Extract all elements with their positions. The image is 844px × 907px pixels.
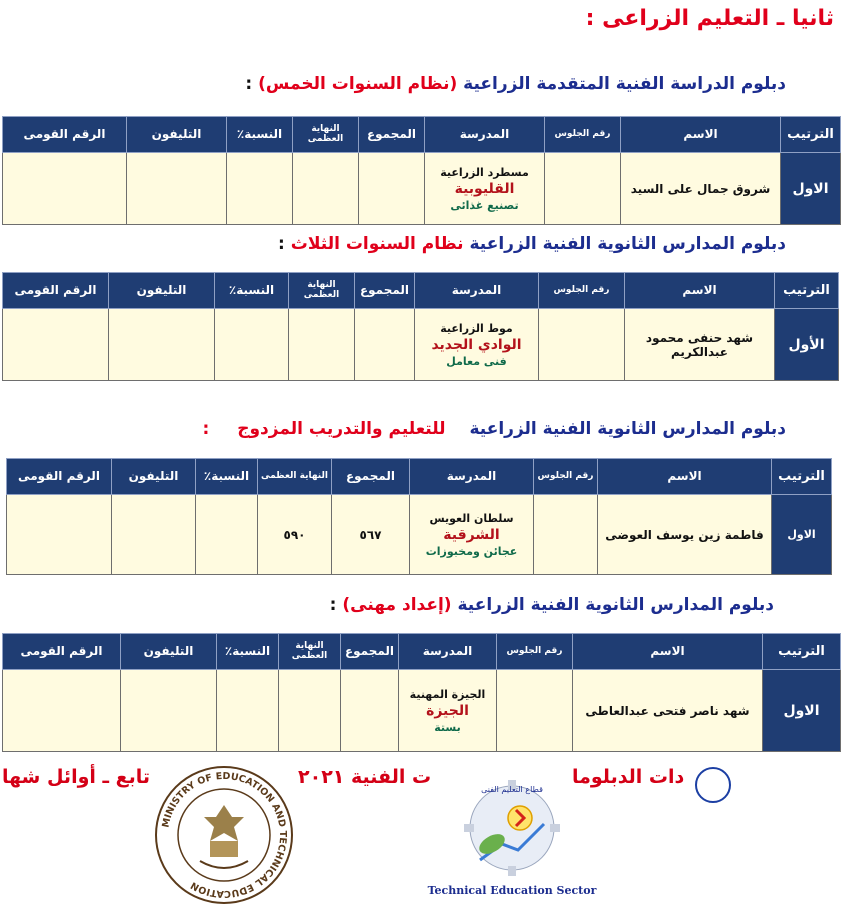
col-seat: رقم الجلوس [534, 459, 598, 495]
cell-percent [196, 495, 258, 575]
section-3-heading-main: دبلوم المدارس الثانوية الفنية الزراعية [469, 419, 786, 439]
section-1-heading [245, 74, 786, 94]
cell-seat [545, 153, 621, 225]
col-seat: رقم الجلوس [539, 273, 625, 309]
section-2-heading-main: دبلوم المدارس الثانوية الفنية الزراعية [469, 234, 786, 254]
school-name: سلطان العويس [429, 511, 514, 525]
section-2-heading-suffix: : [278, 234, 285, 254]
col-rank: الترتيب [781, 117, 841, 153]
table-row [3, 670, 841, 752]
section-3-table [6, 458, 832, 575]
section-1-heading-suffix: : [245, 74, 253, 94]
svg-text:MINISTRY OF EDUCATION AND TECH: MINISTRY OF EDUCATION AND TECHNICAL EDUCATION [160, 770, 289, 900]
cell-school [410, 495, 534, 575]
cell-max-score [293, 153, 359, 225]
svg-text:قطاع التعليم الفنى: قطاع التعليم الفنى [481, 785, 543, 794]
col-rank: الترتيب [775, 273, 839, 309]
cell-name: شهد حنفى محمود عبدالكريم [625, 309, 775, 381]
col-national-id: الرقم القومى [3, 273, 109, 309]
ministry-seal-icon [154, 765, 294, 905]
school-governorate: القليوبية [454, 180, 515, 197]
cell-school [415, 309, 539, 381]
footer-title-part3: دات الدبلوما [572, 766, 685, 788]
col-max-score: النهاية العظمى [293, 117, 359, 153]
school-name: مسطرد الزراعية [440, 165, 529, 179]
cell-phone [109, 309, 215, 381]
cell-max-score: ٥٩٠ [258, 495, 332, 575]
cell-national-id [3, 670, 121, 752]
col-percent: النسبة٪ [217, 634, 279, 670]
col-percent: النسبة٪ [215, 273, 289, 309]
section-1-table [2, 116, 841, 225]
page-title: ثانيا ـ التعليم الزراعى : [585, 6, 834, 31]
col-phone: التليفون [127, 117, 227, 153]
circle-mark [695, 767, 731, 803]
col-name: الاسم [573, 634, 763, 670]
school-specialty: تصنيع غذائى [450, 198, 519, 212]
col-phone: التليفون [121, 634, 217, 670]
cell-seat [534, 495, 598, 575]
section-4-heading [330, 595, 774, 615]
cell-max-score [279, 670, 341, 752]
school-governorate: الجيزة [426, 702, 469, 719]
cell-total [355, 309, 415, 381]
col-school: المدرسة [410, 459, 534, 495]
cell-school [399, 670, 497, 752]
table-header-row [3, 273, 839, 309]
col-national-id: الرقم القومى [3, 634, 121, 670]
section-3-heading [202, 419, 786, 439]
col-total: المجموع [355, 273, 415, 309]
cell-seat [497, 670, 573, 752]
cell-name: فاطمة زين يوسف العوضى [598, 495, 772, 575]
col-seat: رقم الجلوس [545, 117, 621, 153]
school-name: موط الزراعية [440, 321, 513, 335]
cell-phone [112, 495, 196, 575]
col-national-id: الرقم القومى [7, 459, 112, 495]
cell-national-id [7, 495, 112, 575]
svg-text:Technical Education Sector: Technical Education Sector [427, 884, 597, 897]
col-total: المجموع [359, 117, 425, 153]
cell-phone [127, 153, 227, 225]
section-3-heading-highlight: للتعليم والتدريب المزدوج [237, 419, 446, 439]
col-name: الاسم [621, 117, 781, 153]
col-percent: النسبة٪ [196, 459, 258, 495]
section-4-table [2, 633, 841, 752]
col-name: الاسم [625, 273, 775, 309]
section-1-heading-main: دبلوم الدراسة الفنية المتقدمة الزراعية [463, 74, 786, 94]
cell-national-id [3, 309, 109, 381]
school-specialty: عجائن ومخبوزات [425, 544, 518, 558]
table-row [3, 153, 841, 225]
col-school: المدرسة [399, 634, 497, 670]
col-name: الاسم [598, 459, 772, 495]
cell-percent [217, 670, 279, 752]
table-row [3, 309, 839, 381]
cell-school [425, 153, 545, 225]
cell-name: شهد ناصر فتحى عبدالعاطى [573, 670, 763, 752]
col-seat: رقم الجلوس [497, 634, 573, 670]
school-specialty: فنى معامل [446, 354, 507, 368]
school-governorate: الوادي الجديد [431, 336, 522, 353]
section-2-heading-highlight: نظام السنوات الثلاث [290, 234, 464, 254]
technical-education-sector-logo-icon [427, 770, 597, 905]
col-max-score: النهاية العظمى [258, 459, 332, 495]
cell-name: شروق جمال على السيد [621, 153, 781, 225]
col-max-score: النهاية العظمى [289, 273, 355, 309]
table-header-row [3, 117, 841, 153]
cell-total: ٥٦٧ [332, 495, 410, 575]
section-2-table [2, 272, 839, 381]
col-total: المجموع [341, 634, 399, 670]
cell-seat [539, 309, 625, 381]
cell-total [341, 670, 399, 752]
cell-max-score [289, 309, 355, 381]
table-header-row [3, 634, 841, 670]
school-governorate: الشرقية [443, 526, 500, 543]
section-4-heading-highlight: (إعداد مهنى) [342, 595, 452, 615]
footer-title-part2: ت الفنية ٢٠٢١ [298, 766, 432, 788]
col-rank: الترتيب [763, 634, 841, 670]
cell-rank: الاول [781, 153, 841, 225]
col-school: المدرسة [415, 273, 539, 309]
col-percent: النسبة٪ [227, 117, 293, 153]
cell-national-id [3, 153, 127, 225]
col-phone: التليفون [109, 273, 215, 309]
school-specialty: بستة [434, 720, 461, 734]
table-header-row [7, 459, 832, 495]
cell-percent [227, 153, 293, 225]
cell-phone [121, 670, 217, 752]
col-max-score: النهاية العظمى [279, 634, 341, 670]
section-4-heading-main: دبلوم المدارس الثانوية الفنية الزراعية [457, 595, 774, 615]
cell-percent [215, 309, 289, 381]
cell-rank: الأول [775, 309, 839, 381]
section-2-heading [278, 234, 786, 254]
col-national-id: الرقم القومى [3, 117, 127, 153]
footer-title-part1: تابع ـ أوائل شها [2, 766, 151, 788]
col-phone: التليفون [112, 459, 196, 495]
school-name: الجيزة المهنية [409, 687, 486, 701]
section-3-heading-suffix: : [202, 419, 210, 439]
cell-rank: الاول [763, 670, 841, 752]
cell-total [359, 153, 425, 225]
section-4-heading-suffix: : [329, 595, 337, 615]
section-1-heading-highlight: (نظام السنوات الخمس) [258, 74, 458, 94]
cell-rank: الاول [772, 495, 832, 575]
col-rank: الترتيب [772, 459, 832, 495]
table-row [7, 495, 832, 575]
col-school: المدرسة [425, 117, 545, 153]
col-total: المجموع [332, 459, 410, 495]
